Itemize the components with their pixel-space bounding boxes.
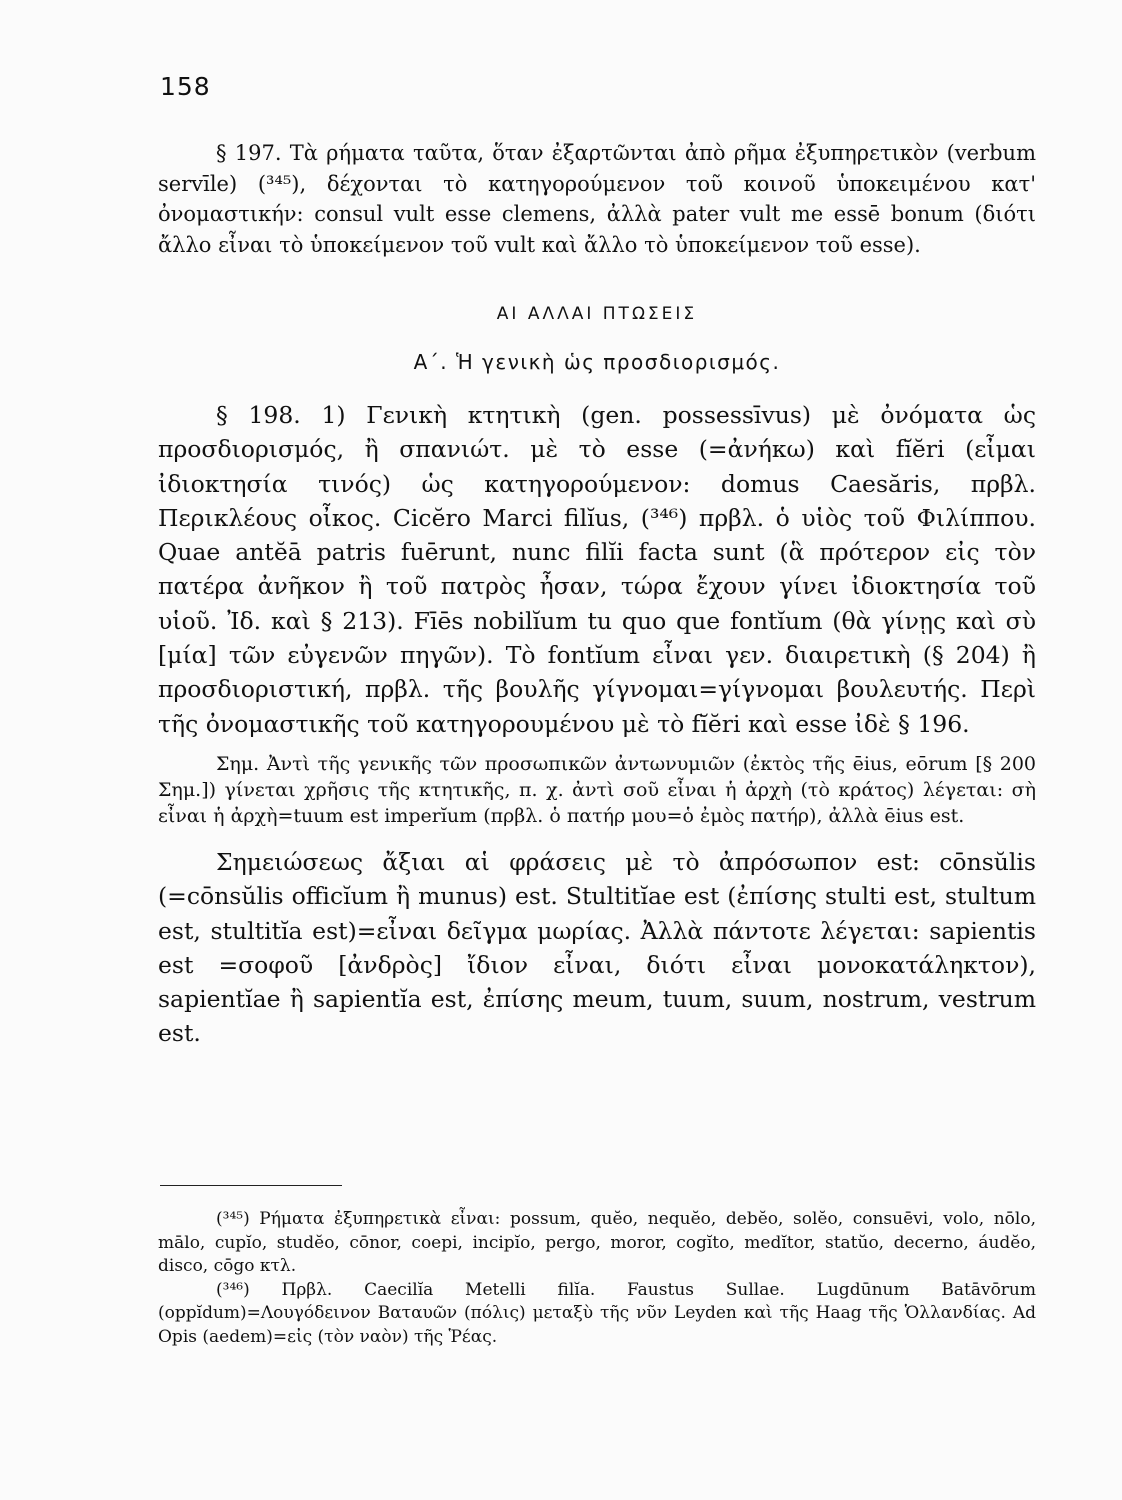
page-number: 158 (160, 72, 211, 101)
footnote-346: (³⁴⁶) Πρβλ. Caecilĭa Metelli filĭa. Faustus Sullae. Lugdūnum Batāvōrum (oppĭdum)=Λουγόδεινον Βαταυῶν (πόλις) μεταξὺ τῆς νῦν Leyden καὶ τῆς Haag τῆς Ὁλλανδίας. Ad Opis (aedem)=εἰς (τὸν ναὸν) τῆς Ῥέας. (158, 1279, 1036, 1347)
subsection-title: Α΄. Ἡ γενικὴ ὡς προσδιορισμός. (413, 350, 781, 374)
main-text (158, 138, 1036, 1051)
section-title: ΑΙ ΑΛΛΑΙ ΠΤΩΣΕΙΣ (496, 304, 698, 324)
paragraph-197: § 197. Τὰ ρήματα ταῦτα, ὅταν ἐξαρτῶνται ἀπὸ ρῆμα ἐξυπηρετικὸν (verbum servīle) (³⁴⁵), δέχονται τὸ κατηγορούμενον τοῦ κοινοῦ ὑποκειμένου κατ' ὀνομαστικήν: consul vult esse clemens, ἀλλὰ pater vult me essē bonum (διότι ἄλλο εἶναι τὸ ὑποκείμενον τοῦ vult καὶ ἄλλο τὸ ὑποκείμενον τοῦ esse). (158, 141, 1036, 257)
footnotes (158, 1208, 1036, 1349)
footnote-345: (³⁴⁵) Ρήματα ἐξυπηρετικὰ εἶναι: possum, quĕo, nequĕo, debĕo, solĕo, consuēvi, volo, nōlo, mālo, cupĭo, studĕo, cōnor, coepi, incipĭo, pergo, moror, cogĭto, medĭtor, statŭo, decerno, áudĕo, disco, cōgo κτλ. (158, 1209, 1036, 1276)
paragraph-198: § 198. 1) Γενικὴ κτητικὴ (gen. possessīvus) μὲ ὀνόματα ὡς προσδιορισμός, ἢ σπανιώτ. μὲ τὸ esse (=ἀνήκω) καὶ fĭĕri (εἶμαι ἰδιοκτησία τινός) ὡς κατηγορούμενον: domus Caesăris, πρβλ. Περικλέους οἶκος. Cicĕro Marci filĭus, (³⁴⁶) πρβλ. ὁ υἱὸς τοῦ Φιλίππου. Quae antĕā patris fuērunt, nunc filĭi facta sunt (ἃ πρότερον εἰς τὸν πατέρα ἀνῆκον ἢ τοῦ πατρὸς ἦσαν, τώρα ἔχουν γίνει ἰδιοκτησία τοῦ υἱοῦ. Ἰδ. καὶ § 213). Fīēs nobilĭum tu quo que fontĭum (θὰ γίνῃς καὶ σὺ [μία] τῶν εὐγενῶν πηγῶν). Τὸ fontĭum εἶναι γεν. διαιρετικὴ (§ 204) ἢ προσδιοριστική, πρβλ. τῆς βουλῆς γίγνομαι=γίγνομαι βουλευτής. Περὶ τῆς ὀνομαστικῆς τοῦ κατηγορουμένου μὲ τὸ fĭĕri καὶ esse ἰδὲ § 196. (158, 401, 1036, 738)
paragraph-simeiosis: Σημειώσεως ἄξιαι αἱ φράσεις μὲ τὸ ἀπρόσωπον est: cōnsŭlis (=cōnsŭlis officĭum ἢ munus) est. Stultitĭae est (ἐπίσης stulti est, stultum est, stultitĭa est)=εἶναι δεῖγμα μωρίας. Ἀλλὰ πάντοτε λέγεται: sapientis est =σοφοῦ [ἀνδρὸς] ἴδιον εἶναι, διότι εἶναι μονοκατάληκτον), sapientĭae ἢ sapientĭa est, ἐπίσης meum, tuum, suum, nostrum, vestrum est. (158, 847, 1036, 1048)
note-paragraph: Σημ. Ἀντὶ τῆς γενικῆς τῶν προσωπικῶν ἀντωνυμιῶν (ἐκτὸς τῆς ēius, eōrum [§ 200 Σημ.]) γίνεται χρῆσις τῆς κτητικῆς, π. χ. ἀντὶ σοῦ εἶναι ἡ ἀρχὴ (τὸ κράτος) λέγεται: σὴ εἶναι ἡ ἀρχὴ=tuum est imperĭum (πρβλ. ὁ πατήρ μου=ὁ ἐμὸς πατήρ), ἀλλὰ ēius est. (158, 752, 1036, 827)
footnote-divider (160, 1185, 342, 1186)
